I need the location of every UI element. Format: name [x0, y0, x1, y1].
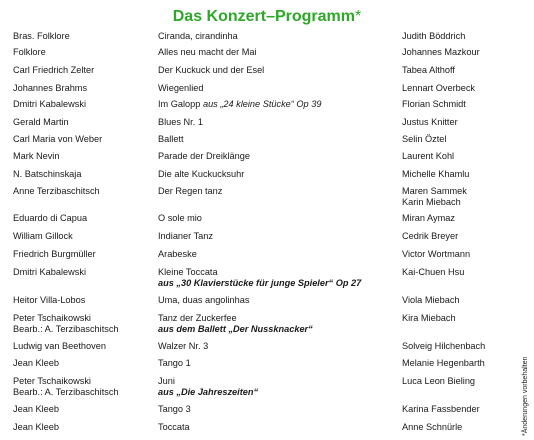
- performer-cell: [402, 65, 522, 76]
- piece-source-note: aus „Die Jahreszeiten“: [158, 387, 259, 397]
- piece-title: [158, 249, 400, 260]
- composer-cell: [13, 117, 153, 128]
- composer-line: Jean Kleeb: [13, 422, 59, 432]
- piece-title: [158, 231, 400, 242]
- performer-name: Lennart Overbeck: [402, 83, 476, 93]
- composer-cell: [13, 31, 153, 42]
- piece-title-text: Der Regen tanz: [158, 186, 223, 196]
- performer-cell: [402, 341, 522, 352]
- piece-title: [158, 151, 400, 162]
- composer-line: Carl Friedrich Zelter: [13, 65, 95, 75]
- composer-line: Jean Kleeb: [13, 404, 59, 414]
- composer-line: Bearb.: A. Terzibaschitsch: [13, 324, 119, 334]
- composer-cell: [13, 341, 153, 352]
- performer-name: Johannes Mazkour: [402, 47, 480, 57]
- performer-name: Viola Miebach: [402, 295, 460, 305]
- piece-title-text: Indianer Tanz: [158, 231, 213, 241]
- composer-cell: [13, 83, 153, 94]
- piece-cell: [158, 358, 400, 369]
- piece-title: [158, 83, 400, 94]
- performer-cell: [402, 313, 522, 324]
- performer-cell: [402, 31, 522, 42]
- piece-title-text: Im Galopp: [158, 99, 201, 109]
- composer-line: Bearb.: A. Terzibaschitsch: [13, 387, 119, 397]
- piece-title-text: O sole mio: [158, 213, 202, 223]
- performer-cell: [402, 267, 522, 278]
- composer-cell: [13, 134, 153, 145]
- performer-cell: [402, 249, 522, 260]
- piece-title: [158, 267, 400, 278]
- piece-cell: [158, 151, 400, 162]
- piece-title: [158, 341, 400, 352]
- performer-cell: [402, 83, 522, 94]
- performer-name: Melanie Hegenbarth: [402, 358, 485, 368]
- piece-title-text: Walzer Nr. 3: [158, 341, 209, 351]
- composer-line: Eduardo di Capua: [13, 213, 88, 223]
- piece-cell: [158, 213, 400, 224]
- performer-cell: [402, 295, 522, 306]
- footnote-text: *Änderungen vorbehalten: [522, 356, 529, 436]
- performer-cell: [402, 376, 522, 387]
- piece-title: [158, 99, 400, 110]
- piece-cell: [158, 249, 400, 260]
- composer-cell: [13, 313, 153, 335]
- performer-name: Florian Schmidt: [402, 99, 466, 109]
- piece-cell: [158, 231, 400, 242]
- piece-title: [158, 376, 400, 387]
- piece-title-text: Tango 1: [158, 358, 191, 368]
- composer-cell: [13, 358, 153, 369]
- piece-cell: [158, 47, 400, 58]
- performer-cell: [402, 134, 522, 145]
- piece-title: [158, 31, 400, 42]
- piece-title: [158, 117, 400, 128]
- piece-cell: [158, 31, 400, 42]
- piece-title-text: Tango 3: [158, 404, 191, 414]
- piece-title-text: Parade der Dreiklänge: [158, 151, 250, 161]
- piece-cell: [158, 404, 400, 415]
- piece-title: [158, 313, 400, 324]
- composer-line: Dmitri Kabalewski: [13, 99, 87, 109]
- performer-name: Selin Öztel: [402, 134, 447, 144]
- piece-cell: [158, 134, 400, 145]
- composer-line: Peter Tschaikowski: [13, 313, 91, 323]
- piece-title: [158, 295, 400, 306]
- piece-cell: [158, 295, 400, 306]
- composer-cell: [13, 295, 153, 306]
- piece-title-text: Juni: [158, 376, 175, 386]
- performer-name: Solveig Hilchenbach: [402, 341, 486, 351]
- piece-cell: [158, 99, 400, 110]
- piece-title-text: Tanz der Zuckerfee: [158, 313, 237, 323]
- piece-cell: [158, 83, 400, 94]
- composer-line: Peter Tschaikowski: [13, 376, 91, 386]
- performer-name: Tabea Althoff: [402, 65, 455, 75]
- composer-cell: [13, 422, 153, 433]
- performer-cell: [402, 117, 522, 128]
- piece-title: [158, 169, 400, 180]
- composer-line: Gerald Martin: [13, 117, 69, 127]
- composer-cell: [13, 376, 153, 398]
- performer-cell: [402, 422, 522, 433]
- composer-line: Ludwig van Beethoven: [13, 341, 106, 351]
- piece-title-text: Kleine Toccata: [158, 267, 218, 277]
- performer-cell: [402, 151, 522, 162]
- performer-cell: [402, 213, 522, 224]
- performer-cell: [402, 186, 522, 208]
- piece-title: [158, 186, 400, 197]
- composer-line: Mark Nevin: [13, 151, 60, 161]
- piece-cell: [158, 313, 400, 335]
- performer-name: Victor Wortmann: [402, 249, 471, 259]
- piece-source-note: aus „30 Klavierstücke für junge Spieler“ Op 27: [158, 278, 362, 288]
- piece-title: [158, 134, 400, 145]
- composer-cell: [13, 249, 153, 260]
- piece-title-text: Alles neu macht der Mai: [158, 47, 257, 57]
- composer-line: Friedrich Burgmüller: [13, 249, 96, 259]
- performer-cell: [402, 358, 522, 369]
- piece-cell: [158, 267, 400, 289]
- composer-cell: [13, 99, 153, 110]
- composer-line: Folklore: [13, 47, 46, 57]
- composer-line: Carl Maria von Weber: [13, 134, 103, 144]
- composer-line: Anne Terzibaschitsch: [13, 186, 100, 196]
- composer-cell: [13, 231, 153, 242]
- performer-name: Maren Sammek: [402, 186, 467, 196]
- performer-cell: [402, 404, 522, 415]
- composer-line: Heitor Villa-Lobos: [13, 295, 86, 305]
- performer-name: Laurent Kohl: [402, 151, 455, 161]
- title-asterisk: *: [355, 8, 362, 25]
- composer-line: Johannes Brahms: [13, 83, 88, 93]
- composer-line: N. Batschinskaja: [13, 169, 82, 179]
- performer-cell: [402, 99, 522, 110]
- piece-title-text: Toccata: [158, 422, 190, 432]
- piece-title: [158, 422, 400, 433]
- piece-cell: [158, 376, 400, 398]
- piece-cell: [158, 117, 400, 128]
- piece-title-text: Arabeske: [158, 249, 197, 259]
- piece-cell: [158, 422, 400, 433]
- piece-cell: [158, 341, 400, 352]
- performer-name: Kira Miebach: [402, 313, 456, 323]
- piece-title-text: Ballett: [158, 134, 184, 144]
- performer-name: Kai-Chuen Hsu: [402, 267, 465, 277]
- piece-title-text: Ciranda, cirandinha: [158, 31, 238, 41]
- composer-line: Dmitri Kabalewski: [13, 267, 87, 277]
- performer-name: Anne Schnürle: [402, 422, 463, 432]
- piece-source-note: aus „24 kleine Stücke“ Op 39: [202, 99, 322, 109]
- performer-cell: [402, 47, 522, 58]
- piece-title-text: Uma, duas angolinhas: [158, 295, 250, 305]
- page-title: [0, 8, 534, 26]
- performer-name: Karin Miebach: [402, 197, 461, 207]
- composer-cell: [13, 169, 153, 180]
- piece-cell: [158, 186, 400, 197]
- piece-title: [158, 65, 400, 76]
- piece-title-text: Blues Nr. 1: [158, 117, 203, 127]
- piece-cell: [158, 169, 400, 180]
- performer-name: Cedrik Breyer: [402, 231, 459, 241]
- footnote: [520, 350, 532, 436]
- composer-cell: [13, 186, 153, 197]
- performer-cell: [402, 169, 522, 180]
- title-text: Das Konzert–Programm: [172, 8, 356, 25]
- performer-name: Justus Knitter: [402, 117, 458, 127]
- piece-title: [158, 47, 400, 58]
- composer-cell: [13, 151, 153, 162]
- piece-title-text: Die alte Kuckucksuhr: [158, 169, 245, 179]
- composer-cell: [13, 267, 153, 278]
- composer-line: Bras. Folklore: [13, 31, 70, 41]
- piece-title: [158, 213, 400, 224]
- composer-cell: [13, 213, 153, 224]
- composer-line: William Gillock: [13, 231, 73, 241]
- performer-name: Judith Böddrich: [402, 31, 466, 41]
- performer-name: Karina Fassbender: [402, 404, 480, 414]
- piece-source-note: aus dem Ballett „Der Nussknacker“: [158, 324, 313, 334]
- composer-cell: [13, 404, 153, 415]
- piece-title: [158, 404, 400, 415]
- composer-line: Jean Kleeb: [13, 358, 59, 368]
- composer-cell: [13, 65, 153, 76]
- piece-cell: [158, 65, 400, 76]
- performer-name: Luca Leon Bieling: [402, 376, 476, 386]
- piece-title: [158, 358, 400, 369]
- performer-cell: [402, 231, 522, 242]
- composer-cell: [13, 47, 153, 58]
- piece-title-text: Wiegenlied: [158, 83, 204, 93]
- performer-name: Miran Aymaz: [402, 213, 455, 223]
- piece-title-text: Der Kuckuck und der Esel: [158, 65, 265, 75]
- performer-name: Michelle Khamlu: [402, 169, 470, 179]
